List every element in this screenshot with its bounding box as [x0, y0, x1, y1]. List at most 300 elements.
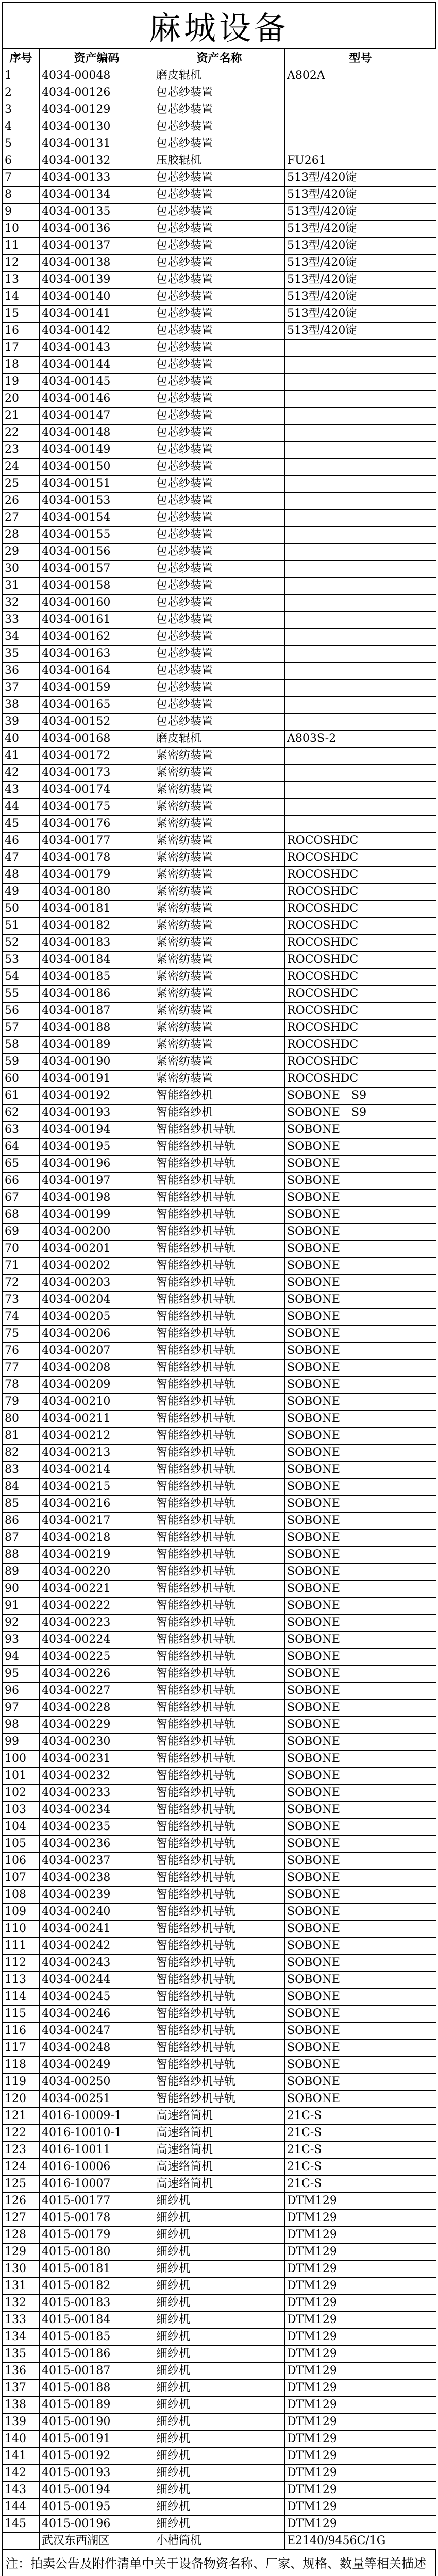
cell-model: [285, 442, 436, 459]
cell-asset-name: 智能络纱机导轨: [154, 1700, 285, 1717]
table-row: [3, 918, 436, 935]
table-row: [3, 2125, 436, 2142]
cell-asset-code: 4034-00202: [40, 1258, 154, 1275]
table-row: [3, 1819, 436, 1836]
cell-index: 89: [3, 1564, 40, 1581]
cell-asset-code: 4034-00242: [40, 1938, 154, 1955]
cell-model: ROCOSHDC: [285, 1003, 436, 1020]
table-row: [3, 867, 436, 884]
cell-asset-name: 压胶辊机: [154, 152, 285, 170]
cell-asset-code: 4015-00181: [40, 2261, 154, 2278]
table-row: [3, 1666, 436, 1683]
cell-index: 21: [3, 408, 40, 425]
table-row: [3, 901, 436, 918]
cell-index: 132: [3, 2295, 40, 2312]
cell-index: 92: [3, 1615, 40, 1632]
table-row: [3, 493, 436, 510]
cell-model: SOBONE: [285, 1224, 436, 1241]
cell-index: 19: [3, 374, 40, 391]
cell-index: 38: [3, 697, 40, 714]
cell-asset-code: 4034-00176: [40, 816, 154, 833]
table-row: [3, 1734, 436, 1751]
cell-model: SOBONE: [285, 1258, 436, 1275]
cell-index: 14: [3, 289, 40, 306]
cell-asset-code: 4034-00158: [40, 578, 154, 595]
cell-index: 58: [3, 1037, 40, 1054]
cell-asset-code: 4034-00191: [40, 1071, 154, 1088]
table-row: [3, 1309, 436, 1326]
cell-index: 12: [3, 255, 40, 272]
cell-asset-name: 紧密纺装置: [154, 1020, 285, 1037]
cell-asset-name: 包芯纱装置: [154, 118, 285, 135]
table-row: [3, 1683, 436, 1700]
table-row: [3, 135, 436, 152]
cell-index: 108: [3, 1887, 40, 1904]
cell-asset-code: 4034-00193: [40, 1105, 154, 1122]
cell-model: SOBONE: [285, 1683, 436, 1700]
cell-model: [285, 595, 436, 612]
cell-index: 9: [3, 204, 40, 221]
cell-model: SOBONE: [285, 1853, 436, 1870]
cell-asset-code: 4034-00222: [40, 1598, 154, 1615]
cell-index: 88: [3, 1547, 40, 1564]
cell-index: 111: [3, 1938, 40, 1955]
cell-index: 131: [3, 2278, 40, 2295]
cell-asset-code: 4034-00251: [40, 2091, 154, 2108]
cell-asset-code: 4034-00228: [40, 1700, 154, 1717]
cell-asset-code: 4034-00241: [40, 1921, 154, 1938]
cell-asset-code: 4034-00223: [40, 1615, 154, 1632]
cell-asset-code: 4034-00172: [40, 748, 154, 765]
sheet-title: 麻城设备: [2, 2, 436, 48]
cell-index: 36: [3, 663, 40, 680]
cell-index: 99: [3, 1734, 40, 1751]
cell-model: SOBONE: [285, 1275, 436, 1292]
cell-index: 85: [3, 1496, 40, 1513]
cell-model: 513型/420锭: [285, 272, 436, 289]
cell-index: 74: [3, 1309, 40, 1326]
cell-asset-name: 包芯纱装置: [154, 374, 285, 391]
cell-model: DTM129: [285, 2295, 436, 2312]
cell-asset-code: 4034-00236: [40, 1836, 154, 1853]
table-body: [3, 67, 436, 2550]
cell-model: SOBONE: [285, 1904, 436, 1921]
table-row: [3, 2346, 436, 2363]
cell-asset-code: 4034-00234: [40, 1802, 154, 1819]
cell-model: DTM129: [285, 2329, 436, 2346]
cell-asset-name: 包芯纱装置: [154, 680, 285, 697]
cell-asset-name: 智能络纱机导轨: [154, 1360, 285, 1377]
cell-index: 79: [3, 1394, 40, 1411]
table-row: [3, 1853, 436, 1870]
table-row: [3, 2108, 436, 2125]
cell-asset-code: 4034-00144: [40, 357, 154, 374]
cell-asset-name: 智能络纱机导轨: [154, 1547, 285, 1564]
cell-index: 22: [3, 425, 40, 442]
cell-asset-code: 4034-00208: [40, 1360, 154, 1377]
table-row: [3, 204, 436, 221]
cell-model: SOBONE: [285, 1649, 436, 1666]
cell-asset-code: 4034-00164: [40, 663, 154, 680]
cell-model: 513型/420锭: [285, 289, 436, 306]
cell-index: 143: [3, 2482, 40, 2499]
table-row: [3, 1105, 436, 1122]
cell-asset-code: 4016-10007: [40, 2176, 154, 2193]
table-row: [3, 2533, 436, 2550]
cell-asset-name: 细纱机: [154, 2482, 285, 2499]
cell-index: 46: [3, 833, 40, 850]
cell-asset-name: 包芯纱装置: [154, 187, 285, 204]
cell-asset-code: 4034-00218: [40, 1530, 154, 1547]
cell-asset-name: 智能络纱机导轨: [154, 1989, 285, 2006]
cell-asset-code: 4034-00207: [40, 1343, 154, 1360]
cell-model: 513型/420锭: [285, 170, 436, 187]
cell-asset-code: 4034-00188: [40, 1020, 154, 1037]
cell-asset-name: 包芯纱装置: [154, 306, 285, 323]
cell-model: SOBONE: [285, 1343, 436, 1360]
cell-asset-code: 4034-00153: [40, 493, 154, 510]
table-row: [3, 1190, 436, 1207]
cell-asset-name: 智能络纱机导轨: [154, 2006, 285, 2023]
cell-index: 114: [3, 1989, 40, 2006]
cell-asset-name: 智能络纱机导轨: [154, 1717, 285, 1734]
cell-model: [285, 663, 436, 680]
cell-model: SOBONE: [285, 1734, 436, 1751]
cell-asset-name: 细纱机: [154, 2261, 285, 2278]
cell-asset-name: 包芯纱装置: [154, 646, 285, 663]
table-row: [3, 2499, 436, 2516]
cell-asset-code: 4015-00196: [40, 2516, 154, 2533]
cell-model: SOBONE: [285, 1972, 436, 1989]
cell-model: ROCOSHDC: [285, 918, 436, 935]
cell-asset-code: 4034-00229: [40, 1717, 154, 1734]
cell-asset-code: 4034-00197: [40, 1173, 154, 1190]
cell-index: 137: [3, 2380, 40, 2397]
cell-asset-code: 4034-00048: [40, 67, 154, 84]
table-row: [3, 2431, 436, 2448]
cell-index: 23: [3, 442, 40, 459]
cell-asset-name: 细纱机: [154, 2397, 285, 2414]
cell-asset-code: 4034-00249: [40, 2057, 154, 2074]
cell-model: SOBONE: [285, 1632, 436, 1649]
cell-model: SOBONE: [285, 1768, 436, 1785]
cell-index: 126: [3, 2193, 40, 2210]
cell-asset-code: 4034-00204: [40, 1292, 154, 1309]
cell-model: 21C-S: [285, 2176, 436, 2193]
cell-asset-code: 4015-00185: [40, 2329, 154, 2346]
cell-asset-name: 紧密纺装置: [154, 765, 285, 782]
cell-asset-name: 智能络纱机导轨: [154, 1819, 285, 1836]
cell-index: 44: [3, 799, 40, 816]
cell-model: 513型/420锭: [285, 323, 436, 340]
cell-model: DTM129: [285, 2363, 436, 2380]
cell-asset-name: 智能络纱机导轨: [154, 1632, 285, 1649]
table-row: [3, 306, 436, 323]
cell-index: 119: [3, 2074, 40, 2091]
cell-asset-code: 武汉东西湖区: [40, 2533, 154, 2550]
cell-asset-name: 智能络纱机导轨: [154, 2074, 285, 2091]
cell-model: SOBONE: [285, 1989, 436, 2006]
cell-model: 21C-S: [285, 2159, 436, 2176]
table-row: [3, 442, 436, 459]
cell-asset-code: 4034-00233: [40, 1785, 154, 1802]
cell-asset-code: 4034-00230: [40, 1734, 154, 1751]
cell-asset-name: 智能络纱机导轨: [154, 1207, 285, 1224]
cell-index: 94: [3, 1649, 40, 1666]
cell-asset-name: 智能络纱机导轨: [154, 1836, 285, 1853]
cell-asset-code: 4034-00161: [40, 612, 154, 629]
cell-index: 27: [3, 510, 40, 527]
table-row: [3, 221, 436, 238]
cell-index: 63: [3, 1122, 40, 1139]
cell-model: FU261: [285, 152, 436, 170]
table-row: [3, 170, 436, 187]
cell-asset-code: 4034-00155: [40, 527, 154, 544]
cell-index: 97: [3, 1700, 40, 1717]
cell-model: ROCOSHDC: [285, 901, 436, 918]
cell-index: 28: [3, 527, 40, 544]
cell-asset-code: 4034-00181: [40, 901, 154, 918]
cell-model: [285, 340, 436, 357]
cell-model: SOBONE: [285, 1513, 436, 1530]
cell-index: 48: [3, 867, 40, 884]
table-row: [3, 2091, 436, 2108]
cell-index: 142: [3, 2465, 40, 2482]
cell-asset-name: 包芯纱装置: [154, 135, 285, 152]
cell-asset-name: 智能络纱机导轨: [154, 1394, 285, 1411]
cell-asset-name: 智能络纱机导轨: [154, 1224, 285, 1241]
cell-index: 31: [3, 578, 40, 595]
cell-asset-code: 4034-00173: [40, 765, 154, 782]
cell-asset-code: 4015-00194: [40, 2482, 154, 2499]
cell-model: DTM129: [285, 2244, 436, 2261]
cell-model: DTM129: [285, 2227, 436, 2244]
cell-model: [285, 680, 436, 697]
cell-asset-name: 紧密纺装置: [154, 782, 285, 799]
cell-asset-code: 4034-00212: [40, 1428, 154, 1445]
cell-model: SOBONE: [285, 1122, 436, 1139]
cell-asset-code: 4034-00217: [40, 1513, 154, 1530]
cell-index: 95: [3, 1666, 40, 1683]
cell-asset-code: 4034-00163: [40, 646, 154, 663]
cell-asset-code: 4016-10011: [40, 2142, 154, 2159]
cell-asset-code: 4034-00214: [40, 1462, 154, 1479]
cell-model: [285, 118, 436, 135]
cell-model: SOBONE S9: [285, 1088, 436, 1105]
cell-model: 21C-S: [285, 2108, 436, 2125]
table-row: [3, 1768, 436, 1785]
cell-model: 513型/420锭: [285, 238, 436, 255]
cell-asset-code: 4034-00139: [40, 272, 154, 289]
cell-model: SOBONE: [285, 2074, 436, 2091]
cell-asset-code: 4034-00190: [40, 1054, 154, 1071]
table-row: [3, 459, 436, 476]
cell-asset-name: 包芯纱装置: [154, 510, 285, 527]
cell-asset-code: 4034-00206: [40, 1326, 154, 1343]
cell-asset-code: 4034-00211: [40, 1411, 154, 1428]
cell-index: 42: [3, 765, 40, 782]
cell-index: 105: [3, 1836, 40, 1853]
cell-index: 6: [3, 152, 40, 170]
cell-asset-code: 4034-00220: [40, 1564, 154, 1581]
cell-index: 61: [3, 1088, 40, 1105]
cell-asset-code: 4015-00187: [40, 2363, 154, 2380]
cell-model: [285, 527, 436, 544]
cell-model: [285, 476, 436, 493]
table-row: [3, 2193, 436, 2210]
cell-model: ROCOSHDC: [285, 1071, 436, 1088]
cell-index: 18: [3, 357, 40, 374]
cell-asset-code: 4034-00186: [40, 986, 154, 1003]
cell-asset-code: 4034-00213: [40, 1445, 154, 1462]
cell-model: SOBONE: [285, 1751, 436, 1768]
table-row: [3, 1955, 436, 1972]
cell-asset-code: 4034-00248: [40, 2040, 154, 2057]
cell-index: 69: [3, 1224, 40, 1241]
cell-asset-code: 4034-00189: [40, 1037, 154, 1054]
table-row: [3, 1615, 436, 1632]
cell-index: 32: [3, 595, 40, 612]
cell-asset-name: 包芯纱装置: [154, 408, 285, 425]
cell-index: 65: [3, 1156, 40, 1173]
cell-asset-code: 4034-00194: [40, 1122, 154, 1139]
table-row: [3, 2210, 436, 2227]
cell-model: SOBONE: [285, 1870, 436, 1887]
cell-asset-code: 4034-00147: [40, 408, 154, 425]
cell-index: 49: [3, 884, 40, 901]
table-row: [3, 2074, 436, 2091]
table-row: [3, 1411, 436, 1428]
cell-index: 86: [3, 1513, 40, 1530]
cell-asset-code: 4034-00160: [40, 595, 154, 612]
cell-asset-name: 智能络纱机导轨: [154, 1887, 285, 1904]
cell-asset-code: 4034-00195: [40, 1139, 154, 1156]
cell-model: ROCOSHDC: [285, 1020, 436, 1037]
table-row: [3, 969, 436, 986]
cell-asset-name: 包芯纱装置: [154, 238, 285, 255]
cell-index: 96: [3, 1683, 40, 1700]
table-row: [3, 1581, 436, 1598]
cell-asset-name: 智能络纱机导轨: [154, 1581, 285, 1598]
cell-model: SOBONE: [285, 1207, 436, 1224]
cell-asset-code: 4034-00177: [40, 833, 154, 850]
cell-model: SOBONE: [285, 2057, 436, 2074]
cell-model: ROCOSHDC: [285, 1054, 436, 1071]
cell-index: 71: [3, 1258, 40, 1275]
cell-index: 110: [3, 1921, 40, 1938]
cell-model: ROCOSHDC: [285, 867, 436, 884]
cell-index: 62: [3, 1105, 40, 1122]
cell-asset-name: 包芯纱装置: [154, 527, 285, 544]
cell-asset-code: 4034-00225: [40, 1649, 154, 1666]
cell-asset-name: 包芯纱装置: [154, 714, 285, 731]
table-row: [3, 2397, 436, 2414]
cell-asset-code: 4034-00221: [40, 1581, 154, 1598]
cell-index: 8: [3, 187, 40, 204]
cell-model: SOBONE: [285, 1190, 436, 1207]
cell-model: 513型/420锭: [285, 255, 436, 272]
cell-asset-name: 智能络纱机导轨: [154, 1275, 285, 1292]
cell-asset-name: 小槽筒机: [154, 2533, 285, 2550]
cell-index: 45: [3, 816, 40, 833]
table-row: [3, 1173, 436, 1190]
cell-index: 59: [3, 1054, 40, 1071]
table-row: [3, 1445, 436, 1462]
cell-index: 135: [3, 2346, 40, 2363]
cell-asset-code: 4034-00239: [40, 1887, 154, 1904]
cell-model: ROCOSHDC: [285, 884, 436, 901]
table-row: [3, 391, 436, 408]
header-asset-code: 资产编码: [40, 49, 154, 67]
cell-asset-code: 4034-00180: [40, 884, 154, 901]
cell-asset-code: 4034-00237: [40, 1853, 154, 1870]
table-row: [3, 1870, 436, 1887]
table-row: [3, 544, 436, 561]
cell-index: 124: [3, 2159, 40, 2176]
cell-model: 513型/420锭: [285, 221, 436, 238]
cell-asset-code: 4034-00205: [40, 1309, 154, 1326]
cell-asset-code: 4034-00156: [40, 544, 154, 561]
cell-index: 144: [3, 2499, 40, 2516]
table-row: [3, 1122, 436, 1139]
cell-model: DTM129: [285, 2465, 436, 2482]
cell-asset-code: 4034-00162: [40, 629, 154, 646]
cell-asset-name: 智能络纱机导轨: [154, 1683, 285, 1700]
cell-index: 39: [3, 714, 40, 731]
cell-model: SOBONE: [285, 1530, 436, 1547]
cell-index: 33: [3, 612, 40, 629]
cell-asset-name: 智能络纱机导轨: [154, 1411, 285, 1428]
cell-model: DTM129: [285, 2516, 436, 2533]
table-row: [3, 425, 436, 442]
cell-asset-code: 4034-00157: [40, 561, 154, 578]
cell-asset-name: 紧密纺装置: [154, 935, 285, 952]
cell-asset-name: 包芯纱装置: [154, 612, 285, 629]
table-row: [3, 2414, 436, 2431]
cell-asset-name: 包芯纱装置: [154, 425, 285, 442]
cell-asset-name: 包芯纱装置: [154, 221, 285, 238]
cell-model: SOBONE: [285, 1581, 436, 1598]
cell-asset-code: 4034-00183: [40, 935, 154, 952]
table-row: [3, 578, 436, 595]
cell-index: 47: [3, 850, 40, 867]
table-row: [3, 2380, 436, 2397]
table-row: [3, 2329, 436, 2346]
table-row: [3, 2244, 436, 2261]
cell-index: 115: [3, 2006, 40, 2023]
cell-asset-name: 紧密纺装置: [154, 833, 285, 850]
cell-index: 136: [3, 2363, 40, 2380]
cell-model: DTM129: [285, 2210, 436, 2227]
cell-index: 104: [3, 1819, 40, 1836]
cell-model: SOBONE: [285, 2040, 436, 2057]
table-row: [3, 1717, 436, 1734]
cell-index: 20: [3, 391, 40, 408]
cell-asset-name: 细纱机: [154, 2380, 285, 2397]
cell-index: 64: [3, 1139, 40, 1156]
disclaimer-note: 注：拍卖公告及附件清单中关于设备物资名称、厂家、规格、数量等相关描述: [2, 2550, 436, 2576]
table-row: [3, 561, 436, 578]
cell-model: SOBONE: [285, 1462, 436, 1479]
cell-asset-code: 4034-00140: [40, 289, 154, 306]
cell-model: SOBONE: [285, 1700, 436, 1717]
cell-model: ROCOSHDC: [285, 935, 436, 952]
cell-asset-name: 智能络纱机导轨: [154, 1462, 285, 1479]
cell-model: DTM129: [285, 2312, 436, 2329]
cell-asset-code: 4034-00142: [40, 323, 154, 340]
cell-asset-name: 智能络纱机导轨: [154, 1513, 285, 1530]
table-row: [3, 697, 436, 714]
